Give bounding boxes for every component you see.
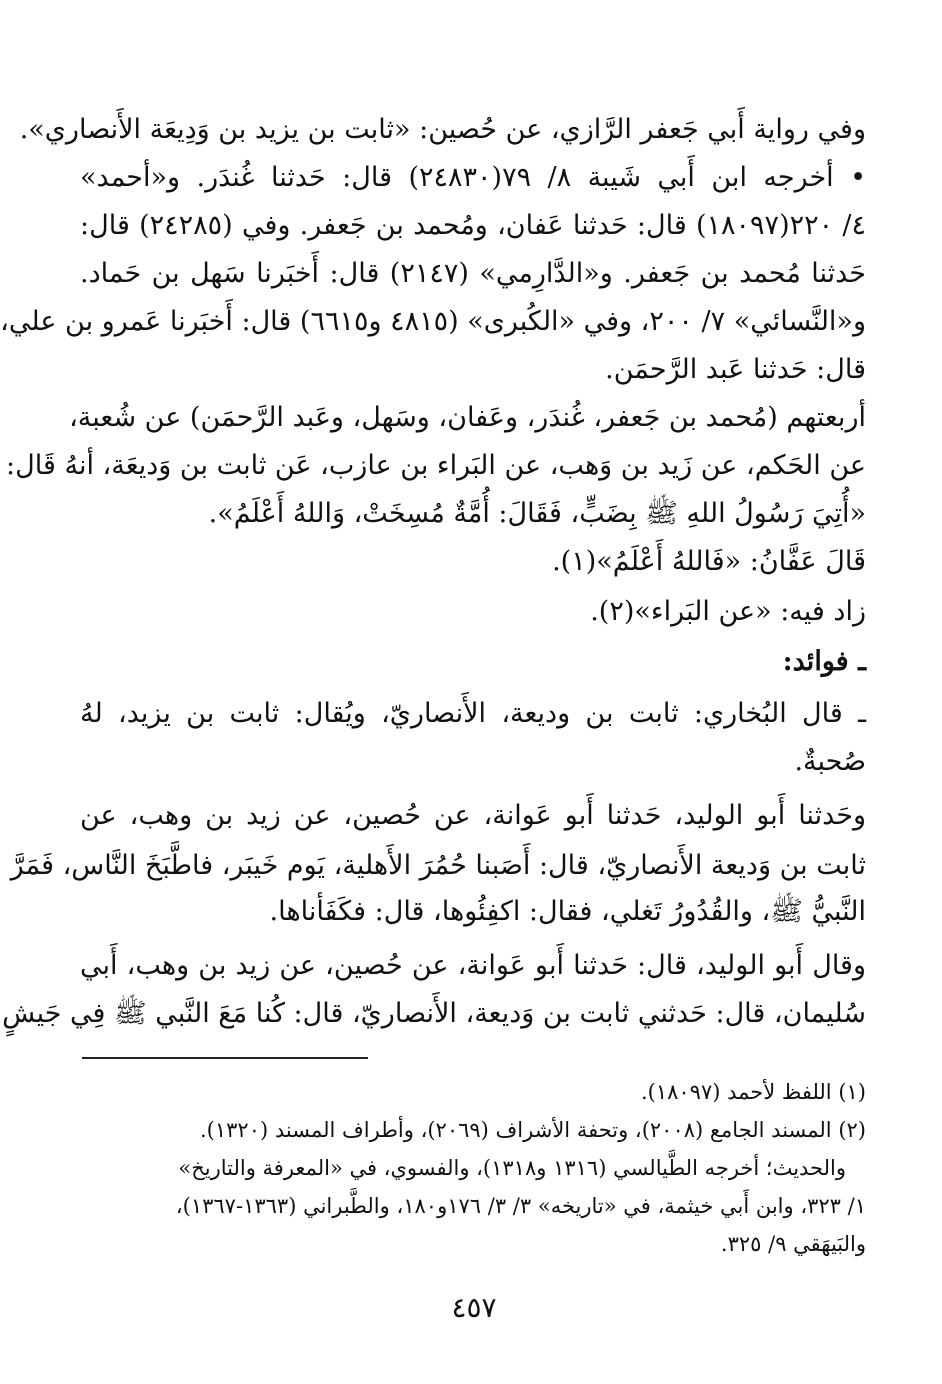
body-line: وقال أَبو الوليد، قال: حَدثنا أَبو عَوانة، عن حُصين، عن زيد بن وهب، أَبي [80, 950, 866, 981]
body-line: أربعتهم (مُحمد بن جَعفر، غُندَر، وعَفان، وسَهل، وعَبد الرَّحمَن) عن شُعبة، [69, 402, 866, 433]
body-line: سُليمان، قال: حَدثني ثابت بن وَديعة، الأَنصاريّ، قال: كُنا مَعَ النَّبي ﷺ فِي جَيشٍ [2, 998, 866, 1029]
footnote: (٢) المسند الجامع (٢٠٠٨)، وتحفة الأشراف (٢٠٦٩)، وأطراف المسند (١٣٢٠). [200, 1118, 866, 1142]
footnote: والحديث؛ أخرجه الطَّيالسي (١٣١٦ و١٣١٨)، والفسوي، في «المعرفة والتاريخ» [178, 1156, 846, 1180]
body-line: ٤/ ٢٢٠(١٨٠٩٧) قال: حَدثنا عَفان، ومُحمد بن جَعفر. وفي (٢٤٢٨٥) قال: [80, 210, 866, 241]
body-line: وحَدثنا أَبو الوليد، حَدثنا أَبو عَوانة، عن حُصين، عن زيد بن وهب، عن [80, 800, 866, 831]
section-heading: ـ فوائد: [782, 646, 866, 677]
body-line: صُحبةٌ. [794, 746, 866, 777]
body-line: عن الحَكم، عن زَيد بن وَهب، عن البَراء بن عازب، عَن ثابت بن وَديعَة، أنهُ قَال: [6, 450, 866, 481]
footnote: والبَيهَقي ٩/ ٣٢٥. [720, 1232, 866, 1256]
body-line: حَدثنا مُحمد بن جَعفر. و«الدَّارِمي» (٢١٤٧) قال: أَخبَرنا سَهل بن حَماد. [80, 258, 866, 289]
body-line: ـ قال البُخاري: ثابت بن وديعة، الأَنصاريّ، ويُقال: ثابت بن يزيد، لهُ [80, 698, 866, 729]
page-number: ٤٥٧ [451, 1291, 497, 1324]
footnote: ١/ ٣٢٣، وابن أَبي خيثمة، في «تاريخه» ٣/ ٣/ ١٧٦و١٨٠، والطَّبراني (١٣٦٣-١٣٦٧)، [175, 1194, 866, 1218]
body-line: قَالَ عَفَّانُ: «فَاللهُ أَعْلَمُ»(١). [552, 546, 866, 577]
body-line: زاد فيه: «عن البَراء»(٢). [590, 596, 866, 627]
body-line: ثابت بن وَديعة الأَنصاريّ، قال: أَصَبنا حُمُرَ الأَهلية، يَوم خَيبَر، فاطَّبَخَ النَّاس، فَمَرَّ [10, 850, 866, 881]
footnote: (١) اللفظ لأحمد (١٨٠٩٧). [640, 1080, 866, 1104]
body-line: النَّبيُّ ﷺ، والقُدُورُ تَغلي، فقال: اكفِئُوها، قال: فكَفَأناها. [269, 896, 866, 927]
body-line: و«النَّسائي» ٧/ ٢٠٠، وفي «الكُبرى» (٤٨١٥ و٦٦١٥) قال: أَخبَرنا عَمرو بن علي، [0, 306, 866, 337]
body-line: وفي رواية أَبي جَعفر الرَّازي، عن حُصين: «ثابت بن يزيد بن وَدِيعَة الأَنصاري». [19, 114, 866, 145]
footnote-separator [82, 1057, 368, 1059]
body-line: قال: حَدثنا عَبد الرَّحمَن. [605, 354, 866, 385]
hadith-text: «أُتِيَ رَسُولُ اللهِ ﷺ بِضَبٍّ، فَقَالَ: أُمَّةٌ مُسِخَتْ، وَاللهُ أَعْلَمُ». [208, 498, 866, 529]
body-line: • أخرجه ابن أَبي شَيبة ٨/ ٧٩(٢٤٨٣٠) قال: حَدثنا غُندَر. و«أحمد» [80, 162, 866, 193]
